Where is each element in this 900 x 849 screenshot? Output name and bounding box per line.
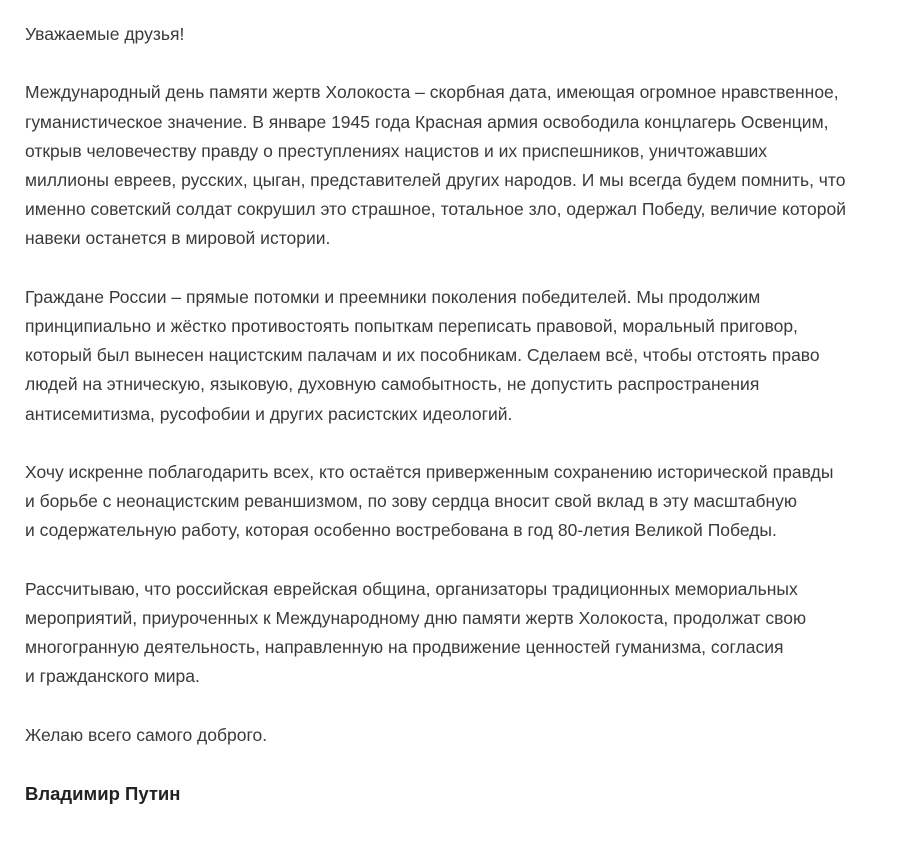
paragraph-line: и борьбе с неонацистским реваншизмом, по зову сердца вносит свой вклад в эту масштабную bbox=[25, 491, 798, 512]
paragraph-line: именно советский солдат сокрушил это страшное, тотальное зло, одержал Победу, величие которой bbox=[25, 199, 846, 220]
paragraph-line: мероприятий, приуроченных к Международному дню памяти жертв Холокоста, продолжат свою bbox=[25, 608, 807, 628]
paragraph-line: Хочу искренне поблагодарить всех, кто остаётся приверженным сохранению исторической правды bbox=[25, 462, 834, 482]
paragraph-line: открыв человечеству правду о преступлениях нацистов и их приспешников, уничтожавших bbox=[25, 140, 768, 161]
paragraph-line: Граждане России – прямые потомки и преемники поколения победителей. Мы продолжим bbox=[25, 286, 761, 307]
paragraph-3 bbox=[25, 458, 885, 546]
paragraph-line: который был вынесен нацистским палачам и их пособникам. Сделаем всё, чтобы отстоять право bbox=[25, 345, 820, 366]
paragraph-line: многогранную деятельность, направленную на продвижение ценностей гуманизма, согласия bbox=[25, 637, 784, 658]
paragraph-line: людей на этническую, языковую, духовную самобытность, не допустить распространения bbox=[25, 374, 760, 395]
paragraph-line: Рассчитываю, что российская еврейская община, организаторы традиционных мемориальных bbox=[25, 578, 798, 599]
paragraph-line: принципиально и жёстко противостоять попыткам переписать правовой, моральный приговор, bbox=[25, 316, 798, 336]
signature bbox=[25, 779, 885, 808]
paragraph-1 bbox=[25, 78, 885, 253]
paragraph-2 bbox=[25, 283, 885, 429]
closing bbox=[25, 721, 885, 750]
paragraph-line: навеки останется в мировой истории. bbox=[25, 228, 331, 249]
document-body bbox=[25, 20, 885, 838]
paragraph-line: гуманистическое значение. В январе 1945 года Красная армия освободила концлагерь Освенцим, bbox=[25, 111, 829, 132]
paragraph-line: и гражданского мира. bbox=[25, 666, 200, 687]
paragraph-line: антисемитизма, русофобии и других расистских идеологий. bbox=[25, 403, 513, 424]
paragraph-4 bbox=[25, 575, 885, 692]
greeting bbox=[25, 20, 885, 49]
greeting-text: Уважаемые друзья! bbox=[25, 24, 185, 44]
paragraph-line: и содержательную работу, которая особенно востребована в год 80-летия Великой Победы. bbox=[25, 520, 777, 541]
closing-text: Желаю всего самого доброго. bbox=[25, 724, 268, 745]
paragraph-line: миллионы евреев, русских, цыган, представителей других народов. И мы всегда будем помнить, что bbox=[25, 170, 846, 190]
signature-text: Владимир Путин bbox=[25, 783, 181, 805]
paragraph-line: Международный день памяти жертв Холокоста – скорбная дата, имеющая огромное нравственное, bbox=[25, 82, 839, 103]
